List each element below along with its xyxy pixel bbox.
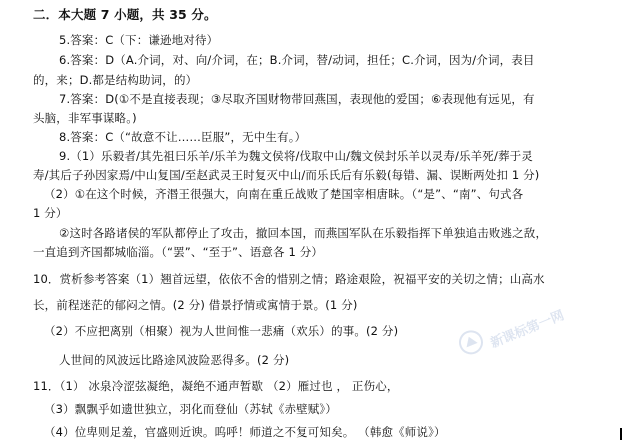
answer-line: 6.答案：D（A.介词，对、向/介词，在；B.介词，替/动词，担任；C.介词，因为/介词，表目	[59, 53, 535, 67]
answer-line: 长，前程迷茫的郁闷之情。(2 分) 借景抒情或寓情于景。(1 分)	[33, 298, 358, 312]
text-cursor	[620, 428, 622, 440]
answer-line: 11．（1） 冰泉冷涩弦凝绝，凝绝不通声暂歇 （2）雁过也 ， 正伤心，	[33, 379, 399, 393]
answer-line: ②这时各路诸侯的军队都停止了攻击，撤回本国，而燕国军队在乐毅指挥下单独追击败逃之敌，	[59, 226, 548, 240]
answer-line: 9.（1）乐毅者/其先祖曰乐羊/乐羊为魏文侯将/伐取中山/魏文侯封乐羊以灵寿/乐羊死/葬于灵	[59, 149, 533, 163]
section-heading: 二．本大题 7 小题，共 35 分。	[33, 7, 217, 22]
answer-line: 8.答案：C（“故意不让……臣服”，无中生有。）	[59, 130, 307, 144]
answer-line: 7.答案：D(①不是直接表现；③尽取齐国财物带回燕国，表现他的爱国；⑥表现他有远见，有	[59, 92, 535, 106]
watermark-text: 新课标第一网	[488, 308, 567, 352]
answer-line: 寿/其后子孙因家焉/中山复国/至赵武灵王时复灭中山/而乐氏后有乐毅(每错、漏、误断两处扣 1 分)	[33, 168, 540, 182]
answer-line: （3）飘飘乎如遗世独立，羽化而登仙（苏轼《赤壁赋》）	[44, 402, 337, 416]
answer-line: 的，来；D.都是结构助词，的）	[33, 73, 198, 87]
answer-line: （4）位卑则足羞，官盛则近谀。呜呼！师道之不复可知矣。 （韩愈《师说》）	[44, 425, 446, 439]
answer-line: 1 分）	[33, 206, 68, 220]
watermark-icon	[454, 325, 488, 359]
answer-line: 头脑，非军事谋略。)	[33, 111, 137, 125]
answer-line: 一直追到齐国都城临淄。（“罢”、“至于”、语意各 1 分）	[33, 245, 324, 259]
answer-line: （2）不应把离别（相聚）视为人世间惟一悲痛（欢乐）的事。(2 分)	[44, 324, 399, 338]
answer-line: 人世间的风波远比路途风波险恶得多。(2 分)	[59, 353, 290, 367]
answer-line: 10．赏析参考答案（1）翘首远望，依依不舍的惜别之情；路途艰险，祝福平安的关切之情；山高水	[33, 272, 545, 286]
answer-line: 5.答案：C（下：谦逊地对待）	[59, 33, 219, 47]
answer-line: （2）①在这个时候，齐湣王很强大，向南在重丘战败了楚国宰相唐眛。（“是”、“南”、句式各	[44, 187, 524, 201]
